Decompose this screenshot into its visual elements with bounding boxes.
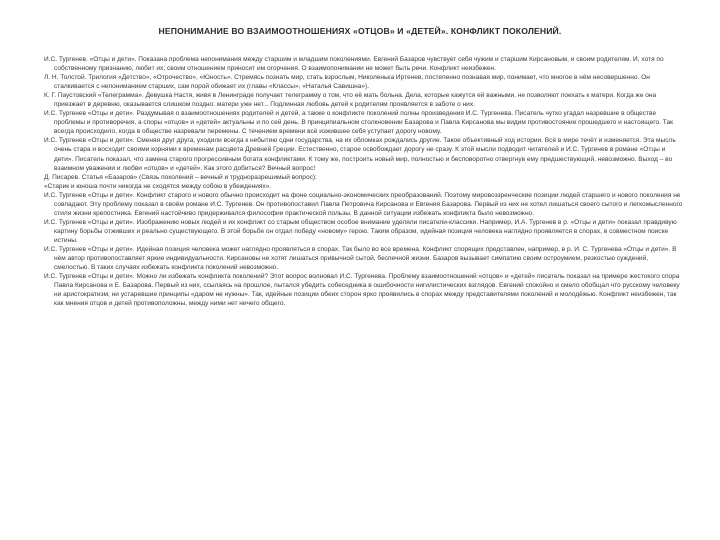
paragraph-turgenev-5: И.С. Тургенев «Отцы и дети». Изображению новых людей и их конфликт со старым обществом особое внимание уделяли писатели-классики. Например, И.А. Тургенев в р. «Отцы и дети» показал правдивую картину борьбы отживших и реально существующего. В этой борьбе он отдал победу «новому» герою. Таким образом, идейная позиция человека наглядно проявляется в спорах, в совместном поиске истины.	[44, 218, 677, 244]
paragraph-turgenev-4: И.С. Тургенев «Отцы и дети». Конфликт старого и нового обычно происходит на фоне социально-экономических преобразований. Поэтому мировоззренческие позиции людей старшего и нового поколения не совпадают. Эту проблему показал в своём романе И.С. Тургенев. Он противопоставил Павла Петровича Кирсанова и Евгения Базарова. Первый из них не хотел лишаться своего сытого и легкомысленного стиля жизни крепостника. Евгений настойчиво придерживался философии практической пользы. В данной ситуации избежать конфликта было невозможно.	[44, 191, 683, 217]
document-title: НЕПОНИМАНИЕ ВО ВЗАИМООТНОШЕНИЯХ «ОТЦОВ» И «ДЕТЕЙ». КОНФЛИКТ ПОКОЛЕНИЙ.	[158, 26, 562, 36]
paragraph-turgenev-6: И.С. Тургенев «Отцы и дети». Идейная позиция человека может наглядно проявляться в спорах. Так было во все времена. Конфликт спорящих представлен, например, в р. И. С. Тургенева «Отцы и дети». В нём автор противопоставляет яркие индивидуальности. Кирсановы не хотят лишаться привычной сытой, беспечной жизни. Базаров вызывает симпатию своим остроумием, резкостью суждений, смелостью. В таких случаях избежать конфликта поколений невозможно.	[44, 245, 677, 272]
paragraph-pisarev: Д. Писарев. Статья «Базаров» (Связь поколений – вечный и трудноразрешимый вопрос):	[44, 173, 317, 181]
paragraph-pisarev-quote: «Старик и юноша почти никогда не сходятся между собою в убеждениях».	[44, 182, 272, 190]
paragraph-paustovsky-telegram: К. Г. Паустовский «Телеграмма». Девушка Настя, живя в Ленинграде получает телеграмму о том, что её мать больна. Дела, которые кажутся ей важными, не позволяют поехать к матери. Когда же она приезжает в деревню, оказывается слишком поздно: матери уже нет... Подлинная любовь детей к родителям проявляется в заботе о них.	[44, 92, 657, 109]
paragraph-turgenev-2: И.С. Тургенев «Отцы и дети». Раздумывая о взаимоотношениях родителей и детей, а также о конфликте поколений полны произведения И.С. Тургенева. Писатель чутко угадал назревшие в обществе проблемы и противоречия, а споры «отцов» и «детей» актуальны и по сей день. В принципиальном столкновении Базарова и Павла Кирсанова мы видим противостояние прошедшего и настоящего. Так всегда происходило, когда в обществе назревали перемены. С течением времени всё изжившее себя уступает дорогу новому.	[44, 110, 673, 136]
paragraph-turgenev-3: И.С. Тургенев «Отцы и дети». Сменяя друг друга, уходили всегда к небытию сдни государства, на их обломках рождались другие. Такое объективный ход истории. Всё в мире течёт и изменяется. Эта мысль очень стара и восходит своими корнями к временам расцвета Древней Греции. Естественно, старое освобождает дорогу не сразу. К этой мысли подводит читателей и И.С. Тургенев в романе «Отцы и дети». Писатель показал, что замена старого прогрессивным богата конфликтами. К тому же, построить новый мир, полностью и бесповоротно отвергнув ему предшествующий, невозможно. Выход – во взаимном уважении и любви «отцов» и «детей». Как этого добиться? Вечный вопрос!	[44, 137, 676, 172]
document-body	[44, 55, 684, 308]
paragraph-tolstoy-trilogy: Л. Н. Толстой. Трилогия «Детство», «Отрочество», «Юность». Стремясь познать мир, стать взрослым, Николенька Иртенев, постепенно познавая мир, понимает, что многое в нём несовершенно. Он сталкивается с непониманием старших, сам порой обижает их (главы «Классы», «Наталья Савишна»).	[44, 74, 650, 91]
paragraph-turgenev-1: И.С. Тургенев. «Отцы и дети». Показана проблема непонимания между старшим и младшим поколениями. Евгений Базаров чувствует себя чужим и старшим Кирсановым, и своим родителям. И, хотя по собственному признанию, любит их, своим отношением приносит им огорчения. О взаимопонимании не может быть речи. Конфликт неизбежен.	[44, 56, 664, 73]
paragraph-turgenev-7: И.С. Тургенев «Отцы и дети». Можно ли избежать конфликта поколений? Этот вопрос волновал И.С. Тургенева. Проблему взаимоотношений «отцов» и «детей» писатель показал на примере жестокого спора Павла Кирсанова и Е. Базарова. Первый из них, ссылаясь на прошлое, пытался убедить собеседника в ошибочности нигилистических взглядов. Евгений спокойно и смело обобщал что русскому человеку ни аристократизм, ни устаревшие принципы «даром не нужны». Так, идейные позиции обеих сторон ярко проявились в спорах между представителями поколений и молодёжью. Конфликт неизбежен, так как мнения отцов и детей противоположны, между ними нет ничего общего.	[44, 273, 680, 308]
